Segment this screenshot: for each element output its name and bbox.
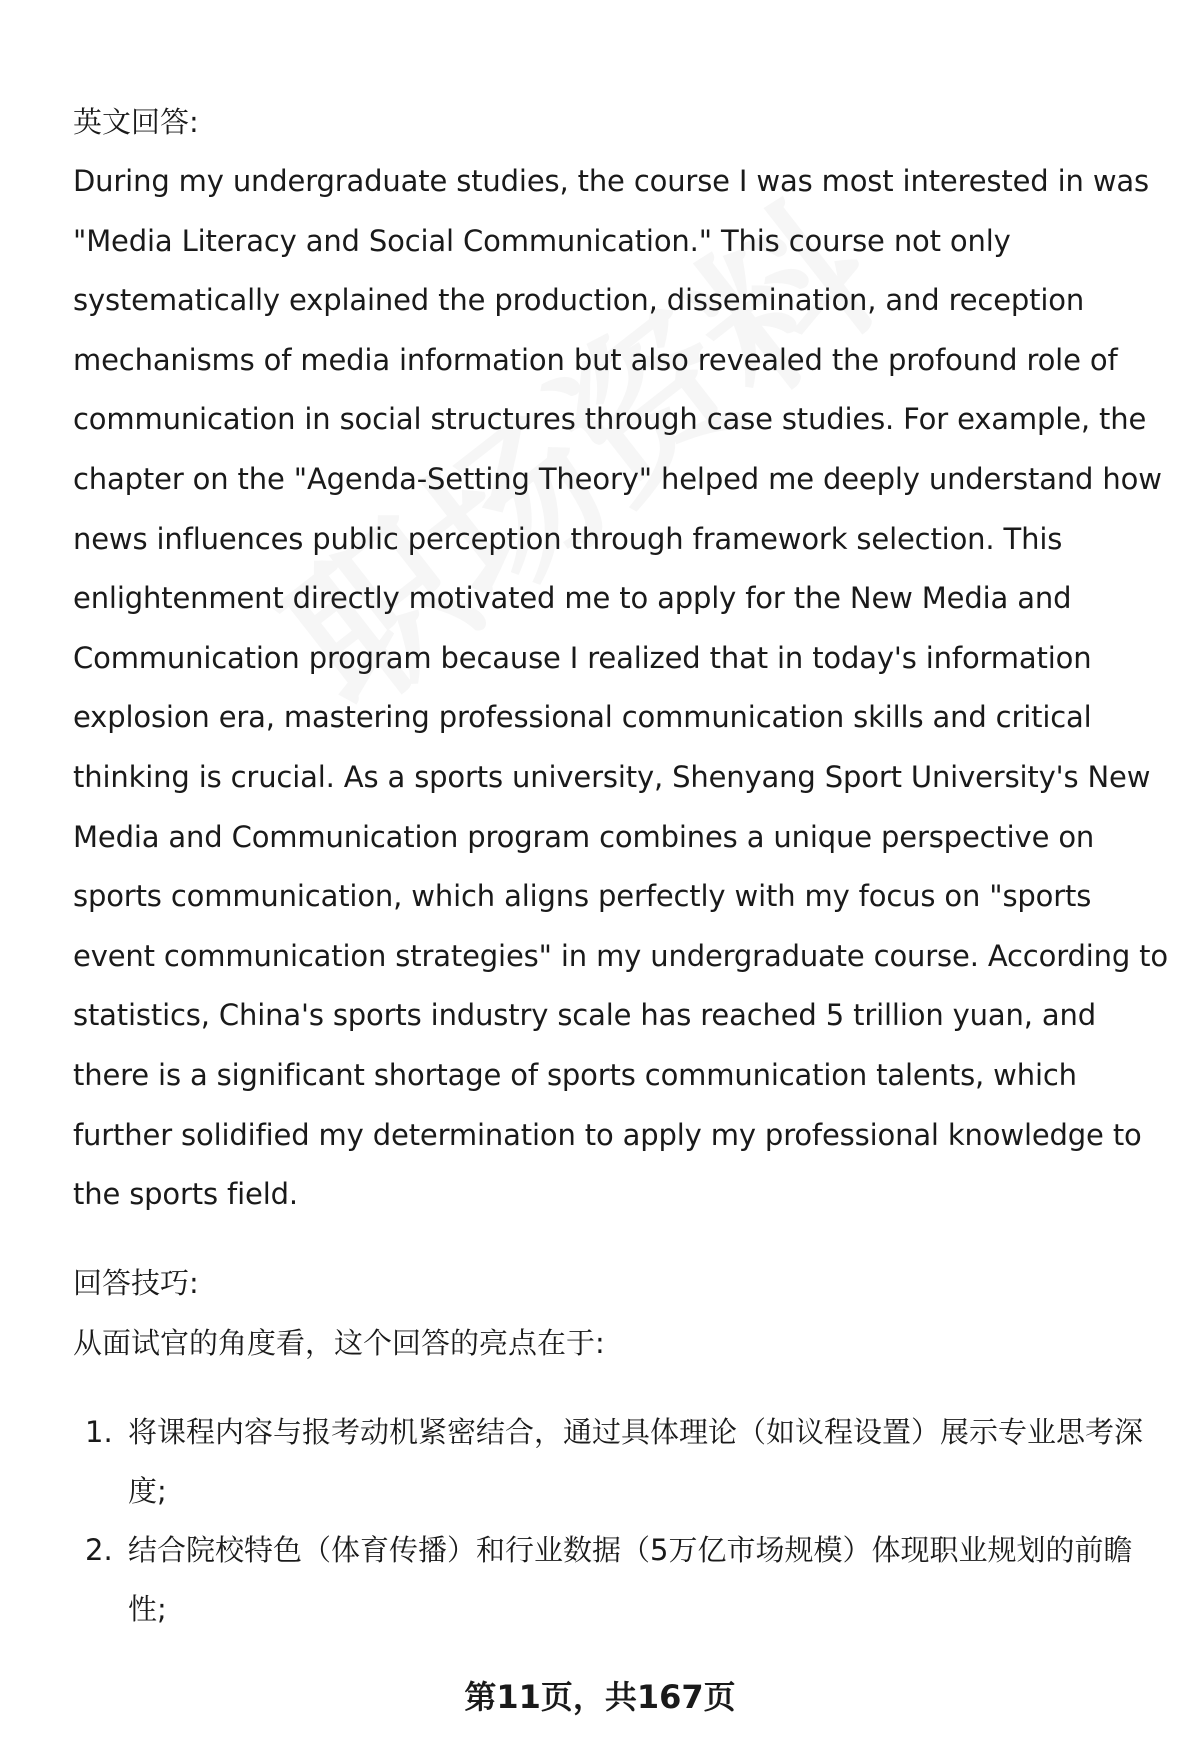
list-item-text: 将课程内容与报考动机紧密结合，通过具体理论（如议程设置）展示专业思考深度; — [128, 1414, 1144, 1508]
page-content — [73, 92, 1168, 1639]
list-item-text: 结合院校特色（体育传播）和行业数据（5万亿市场规模）体现职业规划的前瞻性; — [128, 1532, 1133, 1626]
english-answer-body: During my undergraduate studies, the course I was most interested in was "Media Literacy and Social Communication." This course not only systematically explained the production, dissemination, and reception mechanisms of media information but also revealed the profound role of communication in social structures through case studies. For example, the chapter on the "Agenda-Setting Theory" helped me deeply understand how news influences public perception through framework selection. This enlightenment directly motivated me to apply for the New Media and Communication program because I realized that in today's information explosion era, mastering professional communication skills and critical thinking is crucial. As a sports university, Shenyang Sport University's New Media and Communication program combines a unique perspective on sports communication, which aligns perfectly with my focus on "sports event communication strategies" in my undergraduate course. According to statistics, China's sports industry scale has reached 5 trillion yuan, and there is a significant shortage of sports communication talents, which further solidified my determination to apply my professional knowledge to the sports field. — [73, 164, 1168, 1212]
page-number: 第11页，共167页 — [464, 1678, 736, 1716]
list-item-number: 2. — [85, 1532, 113, 1567]
tips-heading: 回答技巧: — [73, 1265, 199, 1300]
section-gap — [73, 1225, 1168, 1253]
english-answer-heading: 英文回答: — [73, 105, 199, 139]
list-item — [73, 1403, 1168, 1521]
list-item — [73, 1521, 1168, 1639]
list-item-number: 1. — [85, 1414, 113, 1449]
tips-list — [73, 1403, 1168, 1639]
tips-intro: 从面试官的角度看，这个回答的亮点在于: — [73, 1325, 605, 1360]
